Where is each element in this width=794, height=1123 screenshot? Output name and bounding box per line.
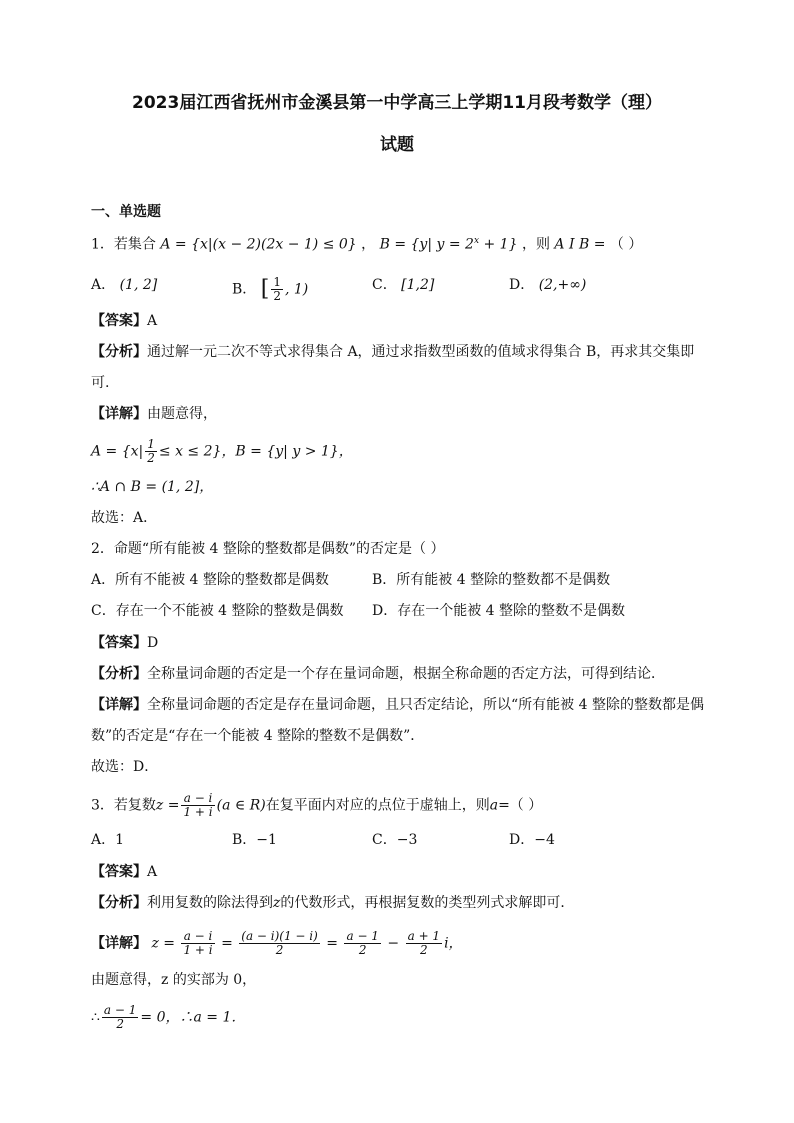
q2-stem: 2．命题“所有能被 4 整除的整数都是偶数”的否定是（ ） — [91, 541, 445, 557]
q3-calc-frac-2-den: 2 — [275, 943, 284, 957]
q1-step-1-set-b: ，B = {y| y > 1}， — [221, 443, 353, 460]
q1-option-d-value: (2,+∞) — [538, 277, 587, 293]
q1-step-1-denominator: 2 — [147, 451, 155, 465]
q3-numerator: a − i — [181, 792, 214, 806]
q3-condition: (a ∈ R) — [216, 797, 266, 814]
q1-option-b-value-end: , 1) — [284, 281, 309, 298]
q1-step-1-set-a: A = {x| — [91, 443, 144, 460]
q2-answer-value: D — [147, 635, 159, 651]
q2-analysis-text: 全称量词命题的否定是一个存在量词命题，根据全称命题的否定方法，可得到结论． — [147, 666, 665, 682]
q3-calc-frac-4-num: a + 1 — [407, 929, 441, 943]
q1-analysis — [91, 343, 694, 361]
detail-tag: 【详解】 — [91, 697, 147, 713]
q3-analysis-text-b: 的代数形式，再根据复数的类型列式求解即可． — [280, 895, 575, 911]
q1-option-b-denominator: 2 — [273, 289, 281, 303]
q1-analysis-text: 通过解一元二次不等式求得集合 A，通过求指数型函数的值域求得集合 B，再求其交集即 — [147, 344, 695, 360]
q1-option-b-label: B． — [232, 281, 257, 298]
q3-detail — [91, 930, 463, 957]
q1-conclusion: 故选：A． — [91, 510, 158, 526]
q3-analysis-variable: z — [273, 895, 281, 911]
q2-detail — [91, 696, 704, 714]
q3-analysis — [91, 894, 574, 912]
q1-option-b-bracket: [ — [260, 276, 270, 302]
q3-answer-value: A — [147, 864, 158, 880]
q2-analysis — [91, 665, 665, 683]
q3-option-d: D．−4 — [509, 832, 555, 848]
detail-tag: 【详解】 — [91, 406, 147, 422]
q1-option-c-value: [1,2] — [401, 277, 435, 293]
q2-detail-text: 全称量词命题的否定是存在量词命题，且只否定结论，所以“所有能被 4 整除的整数都是偶 — [147, 697, 704, 713]
q3-stem-middle: 在复平面内对应的点位于虚轴上，则 — [265, 797, 490, 814]
q1-option-c-label: C． — [372, 277, 397, 293]
q1-step-1-numerator: 1 — [147, 437, 155, 451]
q2-detail-cont: 数”的否定是“存在一个能被 4 整除的整数不是偶数”． — [91, 728, 425, 744]
q1-step-2 — [91, 478, 213, 496]
q3-stem-prefix: 3．若复数 — [91, 797, 156, 814]
q1-step-1 — [91, 438, 353, 465]
q3-answer — [91, 863, 157, 881]
q1-option-a — [91, 276, 157, 294]
q3-calc-frac-3-den: 2 — [358, 943, 367, 957]
q3-calc-frac-1-num: a − i — [181, 930, 214, 944]
q1-detail — [91, 405, 217, 423]
q1-detail-text: 由题意得， — [147, 406, 217, 422]
q2-answer — [91, 634, 158, 652]
q2-option-d: D．存在一个能被 4 整除的整数不是偶数 — [372, 603, 626, 619]
q1-option-a-value: (1, 2] — [119, 277, 158, 293]
q3-line-2: 由题意得，z 的实部为 0， — [91, 972, 257, 988]
q3-analysis-text-a: 利用复数的除法得到 — [147, 895, 273, 911]
q2-conclusion: 故选：D． — [91, 759, 159, 775]
q1-separator: ， — [361, 236, 376, 253]
q3-final-result: = 0，∴a = 1． — [140, 1009, 246, 1026]
q1-stem-end: ，则 — [521, 236, 550, 253]
q3-option-a: A．1 — [91, 832, 125, 848]
q1-set-b-exponent: x — [473, 236, 480, 246]
q1-answer — [91, 312, 157, 330]
q1-option-d — [509, 276, 586, 294]
document-title-line-2: 试题 — [380, 135, 414, 155]
answer-tag: 【答案】 — [91, 864, 147, 880]
section-heading: 一、单选题 — [91, 204, 161, 220]
q1-set-b-end: + 1} — [479, 236, 518, 253]
q3-option-b: B．−1 — [232, 832, 277, 848]
q3-z-eq: z = — [155, 797, 180, 814]
q1-option-d-label: D． — [509, 277, 535, 293]
q3-calc-eq-1: = — [221, 935, 233, 952]
q1-stem-prefix: 1．若集合 — [91, 236, 156, 253]
q1-intersection: A I B — [554, 236, 590, 253]
q3-calc-frac-1-den: 1 + i — [183, 943, 213, 957]
document-title-line-1: 2023届江西省抚州市金溪县第一中学高三上学期11月段考数学（理） — [132, 93, 662, 113]
q3-denominator: 1 + i — [183, 805, 213, 819]
q3-calc-frac-4-den: 2 — [420, 943, 428, 957]
q1-step-1-range: ≤ x ≤ 2} — [158, 443, 222, 460]
q3-calc-frac-2-num: (a − i)(1 − i) — [241, 929, 318, 943]
q3-final-denominator: 2 — [116, 1017, 124, 1031]
q3-calc-minus: − — [387, 935, 400, 952]
q1-set-a: A = {x|(x − 2)(2x − 1) ≤ 0} — [160, 236, 357, 253]
detail-tag: 【详解】 — [91, 935, 147, 952]
q1-step-2-text: ∴A ∩ B = (1, 2]， — [91, 479, 214, 495]
analysis-tag: 【分析】 — [91, 895, 147, 911]
q3-calc-imag-unit: i， — [444, 935, 463, 952]
q1-analysis-cont: 可. — [91, 375, 110, 391]
q3-final-numerator: a − 1 — [103, 1003, 137, 1017]
q1-option-b — [232, 276, 308, 303]
q1-option-b-numerator: 1 — [273, 275, 281, 289]
q3-stem — [91, 792, 542, 819]
q3-final — [91, 1004, 245, 1031]
q1-stem — [91, 232, 642, 254]
answer-tag: 【答案】 — [91, 635, 147, 651]
q3-stem-end: =（ ） — [498, 797, 543, 814]
analysis-tag: 【分析】 — [91, 666, 147, 682]
q3-option-c: C．−3 — [372, 832, 418, 848]
q2-option-a: A．所有不能被 4 整除的整数都是偶数 — [91, 572, 329, 588]
q3-variable: a — [489, 797, 499, 814]
q3-calc-z: z = — [151, 935, 176, 952]
answer-tag: 【答案】 — [91, 313, 147, 329]
q3-calc-eq-2: = — [326, 935, 339, 952]
analysis-tag: 【分析】 — [91, 344, 147, 360]
q1-answer-value: A — [147, 313, 158, 329]
q2-option-c: C．存在一个不能被 4 整除的整数是偶数 — [91, 603, 344, 619]
q3-final-prefix: ∴ — [91, 1009, 100, 1026]
q1-option-a-label: A． — [91, 277, 116, 293]
q3-calc-frac-3-num: a − 1 — [346, 929, 379, 943]
q1-option-c — [372, 276, 434, 294]
q1-set-b: B = {y| y = 2 — [379, 236, 474, 253]
q2-option-b: B．所有能被 4 整除的整数都不是偶数 — [372, 572, 611, 588]
q1-blank: = （ ） — [593, 236, 643, 253]
